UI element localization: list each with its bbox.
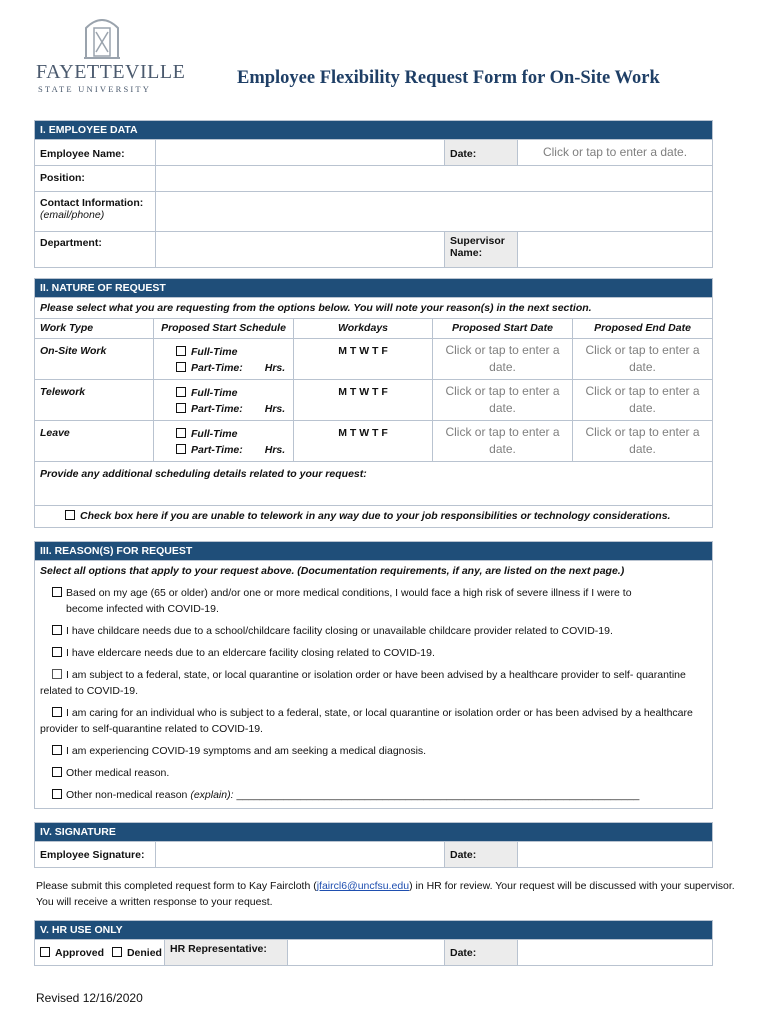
submit-text-2: ) in HR for review. Your request will be discussed with your supervisor. You will receive a written response to your request. (36, 880, 735, 908)
end-date-field[interactable]: Click or tap to enter a date. (573, 421, 713, 462)
supervisor-label (445, 232, 518, 268)
unable-telework-row (35, 506, 713, 528)
col-header: Work Type (35, 319, 154, 339)
start-date-field[interactable]: Click or tap to enter a date. (433, 339, 573, 380)
supervisor-field[interactable] (518, 232, 713, 268)
employee-data-table (34, 120, 713, 268)
reason-checkbox[interactable] (52, 767, 62, 777)
hr-rep-label: HR Representative: (165, 940, 288, 966)
full-time-label: Full-Time (191, 387, 238, 399)
page-title: Employee Flexibility Request Form for On-Site Work (237, 68, 660, 88)
reason-item (40, 582, 707, 620)
schedule-cell (154, 380, 294, 421)
request-row (35, 380, 713, 421)
workdays[interactable]: M T W T F (294, 380, 433, 421)
start-date-field[interactable]: Click or tap to enter a date. (433, 421, 573, 462)
reason-item (40, 642, 707, 664)
workdays[interactable]: M T W T F (294, 339, 433, 380)
approval-cell (35, 940, 165, 966)
reason-text: I am caring for an individual who is subject to a federal, state, or local quarantine or isolation order or has been advised by a healthcare provider to self-quarantine related to COVID-19. (40, 707, 693, 735)
section-header: II. NATURE OF REQUEST (35, 279, 713, 298)
request-row (35, 339, 713, 380)
part-time-checkbox[interactable] (176, 362, 186, 372)
unable-telework-label: Check box here if you are unable to telework in any way due to your job responsibilities or technology considerations. (80, 510, 671, 522)
end-date-field[interactable]: Click or tap to enter a date. (573, 380, 713, 421)
full-time-checkbox[interactable] (176, 387, 186, 397)
submit-text-1: Please submit this completed request form to Kay Faircloth ( (36, 880, 317, 892)
hrs-label: Hrs. (264, 444, 286, 456)
full-time-checkbox[interactable] (176, 428, 186, 438)
signature-label: Employee Signature: (35, 842, 156, 868)
denied-label: Denied (126, 947, 162, 959)
reason-text: Based on my age (65 or older) and/or one or more medical conditions, I would face a high risk of severe illness if I were to become infected with COVID-19. (66, 587, 632, 615)
employee-name-field[interactable] (156, 140, 445, 166)
department-field[interactable] (156, 232, 445, 268)
schedule-cell (154, 421, 294, 462)
col-header: Proposed End Date (573, 319, 713, 339)
hr-use-table (34, 920, 713, 966)
reason-item (40, 664, 707, 702)
reason-checkbox[interactable] (52, 707, 62, 717)
supervisor-text-2: Name: (450, 247, 483, 259)
col-header: Proposed Start Schedule (154, 319, 294, 339)
reason-checkbox[interactable] (52, 647, 62, 657)
work-type: On-Site Work (35, 339, 154, 380)
contact-label-text: Contact Information: (40, 197, 144, 209)
hr-email-link[interactable]: jfaircl6@uncfsu.edu (316, 880, 410, 892)
reason-text: I have eldercare needs due to an eldercare facility closing related to COVID-19. (66, 647, 435, 659)
section-header: I. EMPLOYEE DATA (35, 121, 713, 140)
schedule-cell (154, 339, 294, 380)
reasons-table (34, 541, 713, 809)
seal-icon (82, 14, 122, 60)
part-time-label: Part-Time: (191, 444, 243, 456)
approved-label: Approved (55, 947, 105, 959)
reason-checkbox[interactable] (52, 625, 62, 635)
full-time-checkbox[interactable] (176, 346, 186, 356)
logo-name: FAYETTEVILLE (36, 61, 186, 83)
part-time-checkbox[interactable] (176, 444, 186, 454)
signature-date-label: Date: (445, 842, 518, 868)
date-label: Date: (445, 140, 518, 166)
reason-text: I am experiencing COVID-19 symptoms and am seeking a medical diagnosis. (66, 745, 427, 757)
employee-name-label: Employee Name: (35, 140, 156, 166)
hr-date-field[interactable] (518, 940, 713, 966)
part-time-label: Part-Time: (191, 403, 243, 415)
col-header: Proposed Start Date (433, 319, 573, 339)
signature-date-field[interactable] (518, 842, 713, 868)
signature-table (34, 822, 713, 868)
date-picker-field[interactable]: Click or tap to enter a date. (518, 140, 713, 166)
additional-details-field[interactable]: Provide any additional scheduling details related to your request: (35, 462, 713, 506)
section-header: IV. SIGNATURE (35, 823, 713, 842)
reason-item (40, 620, 707, 642)
unable-telework-checkbox[interactable] (65, 510, 75, 520)
hrs-label: Hrs. (264, 403, 286, 415)
section-header: V. HR USE ONLY (35, 921, 713, 940)
signature-field[interactable] (156, 842, 445, 868)
reasons-instruction: Select all options that apply to your request above. (Documentation requirements, if any, are listed on the next page.) (40, 565, 625, 577)
approved-checkbox[interactable] (40, 947, 50, 957)
position-label: Position: (35, 166, 156, 192)
denied-checkbox[interactable] (112, 947, 122, 957)
nature-of-request-table (34, 278, 713, 528)
reason-item (40, 740, 707, 762)
work-type: Leave (35, 421, 154, 462)
reason-checkbox[interactable] (52, 789, 62, 799)
revised-date: Revised 12/16/2020 (36, 991, 143, 1005)
reason-checkbox[interactable] (52, 669, 62, 679)
position-field[interactable] (156, 166, 713, 192)
nature-instruction: Please select what you are requesting from the options below. You will note your reason(s) in the next section. (35, 298, 713, 319)
reason-item (40, 702, 707, 740)
hr-date-label: Date: (445, 940, 518, 966)
reason-text: I am subject to a federal, state, or local quarantine or isolation order or have been advised by a healthcare provider to self- quarantine related to COVID-19. (40, 669, 686, 697)
part-time-checkbox[interactable] (176, 403, 186, 413)
explain-label: (explain): (190, 789, 234, 801)
work-type: Telework (35, 380, 154, 421)
contact-field[interactable] (156, 192, 713, 232)
reason-checkbox[interactable] (52, 745, 62, 755)
hrs-label: Hrs. (264, 362, 286, 374)
supervisor-text: Supervisor (450, 235, 505, 247)
part-time-label: Part-Time: (191, 362, 243, 374)
explain-line[interactable]: _____________________________________________________________________ (236, 789, 640, 801)
full-time-label: Full-Time (191, 428, 238, 440)
reason-checkbox[interactable] (52, 587, 62, 597)
contact-label (35, 192, 156, 232)
reason-item (40, 762, 707, 784)
hr-rep-field[interactable] (288, 940, 445, 966)
contact-sub-text: (email/phone) (40, 209, 105, 221)
workdays[interactable]: M T W T F (294, 421, 433, 462)
request-row (35, 421, 713, 462)
reason-text: I have childcare needs due to a school/childcare facility closing or unavailable childcare provider related to COVID-19. (66, 625, 613, 637)
university-logo (36, 14, 186, 94)
reason-item (40, 784, 707, 806)
col-header: Workdays (294, 319, 433, 339)
logo-sub: STATE UNIVERSITY (38, 84, 152, 94)
full-time-label: Full-Time (191, 346, 238, 358)
start-date-field[interactable]: Click or tap to enter a date. (433, 380, 573, 421)
reason-text: Other medical reason. (66, 767, 170, 779)
submit-note (36, 878, 736, 910)
department-label: Department: (35, 232, 156, 268)
reason-text: Other non-medical reason (66, 789, 188, 801)
reasons-cell (35, 561, 713, 809)
end-date-field[interactable]: Click or tap to enter a date. (573, 339, 713, 380)
section-header: III. REASON(S) FOR REQUEST (35, 542, 713, 561)
